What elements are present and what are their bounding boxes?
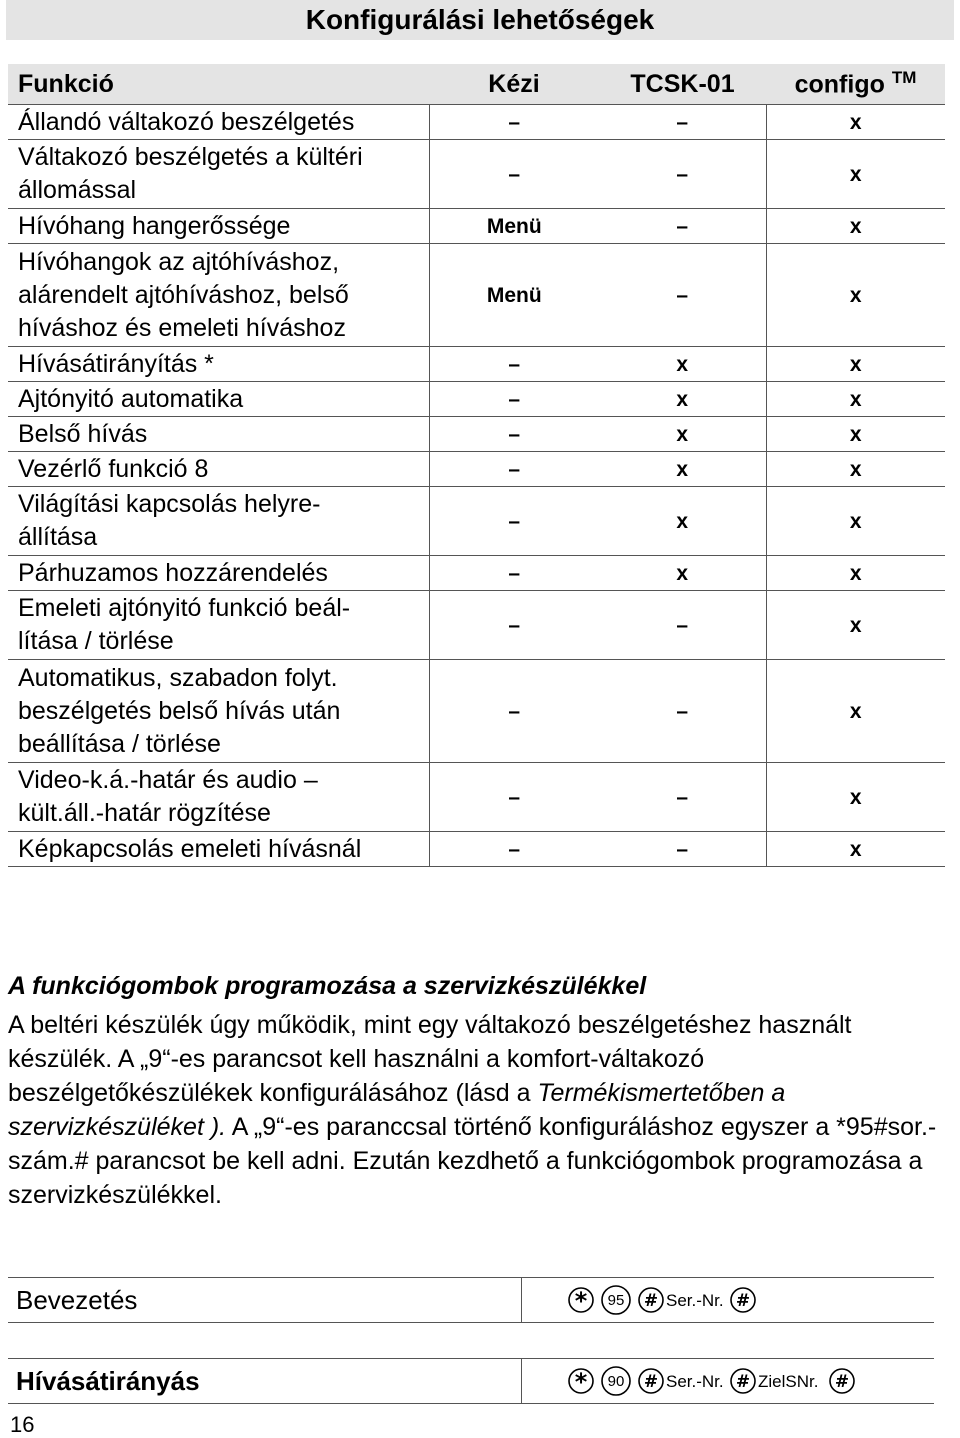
configo-cell: x (766, 244, 945, 347)
tcsk-cell: – (599, 209, 766, 244)
function-line: lítása / törlése (18, 627, 174, 655)
configo-cell: x (766, 556, 945, 591)
table-row (8, 556, 945, 591)
function-cell (8, 556, 429, 591)
configo-cell: x (766, 382, 945, 417)
star-key-icon (569, 1287, 593, 1315)
table-row (8, 417, 945, 452)
key-sequence (556, 1359, 926, 1403)
configo-cell: x (766, 832, 945, 867)
table-row (8, 487, 945, 556)
configo-cell: x (766, 140, 945, 209)
function-cell (8, 140, 429, 209)
hash-key-icon (639, 1369, 663, 1393)
function-line: Vezérlő funkció 8 (18, 454, 209, 483)
function-cell (8, 591, 429, 660)
tcsk-cell: x (599, 417, 766, 452)
kezi-cell: – (429, 452, 599, 487)
svg-text:*: * (574, 1368, 588, 1396)
tcsk-cell: – (599, 763, 766, 832)
configo-cell: x (766, 591, 945, 660)
hash-key-icon (731, 1369, 755, 1393)
function-line: beállítása / törlése (18, 729, 221, 758)
kezi-cell: – (429, 660, 599, 763)
function-line: Video-k.á.-határ és audio – (18, 766, 318, 794)
configo-cell: x (766, 209, 945, 244)
configuration-table (8, 64, 945, 867)
configo-cell: x (766, 452, 945, 487)
kezi-cell: – (429, 832, 599, 867)
table-row (8, 347, 945, 382)
tcsk-cell: – (599, 591, 766, 660)
configo-cell: x (766, 763, 945, 832)
configo-cell: x (766, 417, 945, 452)
kezi-cell: Menü (429, 244, 599, 347)
function-cell (8, 209, 429, 244)
key-sequence-graphic (556, 1359, 926, 1403)
kezi-cell: – (429, 105, 599, 140)
function-cell (8, 244, 429, 347)
function-line: Képkapcsolás emeleti hívásnál (18, 834, 362, 863)
kezi-cell: – (429, 382, 599, 417)
paragraph-italic-reference: Termékismertetőben a szervizkészüléket ). (8, 1079, 786, 1141)
function-cell (8, 382, 429, 417)
table-row (8, 591, 945, 660)
kezi-cell: – (429, 556, 599, 591)
hash-key-icon (830, 1369, 854, 1393)
svg-text:90: 90 (607, 1373, 625, 1390)
serial-number-key: Ser.-Nr. (666, 1372, 724, 1391)
hash-key-icon (639, 1288, 663, 1312)
header-funkcio: Funkció (8, 64, 429, 105)
configo-cell: x (766, 347, 945, 382)
header-configo-label: configo (794, 70, 885, 99)
function-cell (8, 347, 429, 382)
kezi-cell: – (429, 347, 599, 382)
kezi-cell: – (429, 763, 599, 832)
function-line: beszélgetés belső hívás után (18, 696, 341, 725)
svg-text:95: 95 (607, 1292, 625, 1309)
header-configo (766, 64, 945, 105)
paragraph-part-2: A „9“-es paranccsal történő konfiguráláshoz egyszer a *95#sor.-szám.# parancsot be kell adni. Ezután kezdhető a funkciógombok programozása a szervizkészülékkel. (8, 1113, 937, 1209)
table-row (8, 382, 945, 417)
configo-cell: x (766, 105, 945, 140)
column-divider (521, 1358, 522, 1404)
star-key-icon (569, 1368, 593, 1396)
tcsk-cell: – (599, 832, 766, 867)
column-divider (521, 1277, 522, 1323)
header-tcsk: TCSK-01 (599, 64, 766, 105)
paragraph-part-1: A beltéri készülék úgy működik, mint egy váltakozó beszélgetéshez használt készülék. A „9“-es parancsot kell használni a komfort-váltakozó beszélgetőkészülékek konfigurálásához (lásd a (8, 1011, 852, 1107)
trademark-sup: TM (891, 68, 917, 88)
target-serial-number-key: ZielSNr. (758, 1372, 819, 1391)
kezi-cell: – (429, 417, 599, 452)
table-row (8, 660, 945, 763)
title-bar (6, 0, 954, 40)
kezi-cell: Menü (429, 209, 599, 244)
table-row (8, 105, 945, 140)
table-row (8, 209, 945, 244)
function-line: Állandó váltakozó beszélgetés (18, 107, 355, 136)
header-kezi: Kézi (429, 64, 599, 105)
number-key-90 (602, 1367, 630, 1395)
tcsk-cell: x (599, 382, 766, 417)
function-cell (8, 417, 429, 452)
command-label: Bevezetés (16, 1285, 138, 1315)
configo-cell: x (766, 660, 945, 763)
number-key-95 (602, 1286, 630, 1314)
tcsk-cell: x (599, 347, 766, 382)
table-row (8, 763, 945, 832)
svg-text:#: # (643, 1291, 659, 1311)
function-cell (8, 487, 429, 556)
function-line: Párhuzamos hozzárendelés (18, 558, 328, 587)
function-line: Váltakozó beszélgetés a kültéri (18, 143, 363, 171)
function-cell (8, 660, 429, 763)
table-row (8, 140, 945, 209)
svg-text:#: # (643, 1372, 659, 1392)
tcsk-cell: x (599, 556, 766, 591)
page-number: 16 (10, 1412, 35, 1437)
function-cell (8, 832, 429, 867)
table-row (8, 244, 945, 347)
tcsk-cell: – (599, 660, 766, 763)
function-line: kült.áll.-határ rögzítése (18, 799, 271, 827)
section-heading: A funkciógombok programozása a szervizkészülékkel (8, 972, 647, 1000)
function-cell (8, 763, 429, 832)
function-cell (8, 452, 429, 487)
function-line: állomással (18, 176, 137, 204)
function-line: Világítási kapcsolás helyre- (18, 490, 321, 518)
function-line: Hívóhang hangerőssége (18, 211, 291, 240)
programming-section (8, 968, 948, 1212)
function-line: Emeleti ajtónyitó funkció beál- (18, 594, 351, 622)
tcsk-cell: – (599, 140, 766, 209)
function-cell (8, 105, 429, 140)
function-line: alárendelt ajtóhíváshoz, belső (18, 280, 349, 309)
page-title: Konfigurálási lehetőségek (305, 4, 655, 35)
function-line: állítása (18, 523, 98, 551)
command-label: Hívásátirányás (16, 1366, 200, 1396)
tcsk-cell: x (599, 452, 766, 487)
table-header-row (8, 64, 945, 105)
kezi-cell: – (429, 487, 599, 556)
svg-text:#: # (834, 1372, 850, 1392)
tcsk-cell: – (599, 105, 766, 140)
kezi-cell: – (429, 140, 599, 209)
hash-key-icon (731, 1288, 755, 1312)
configo-cell: x (766, 487, 945, 556)
table-row (8, 452, 945, 487)
tcsk-cell: – (599, 244, 766, 347)
key-sequence-graphic (556, 1278, 916, 1322)
svg-text:*: * (574, 1287, 588, 1315)
serial-number-key: Ser.-Nr. (666, 1291, 724, 1310)
section-paragraph (8, 1008, 948, 1212)
svg-text:#: # (735, 1372, 751, 1392)
function-line: Hívóhangok az ajtóhíváshoz, (18, 247, 340, 276)
command-row-bevezetes (8, 1277, 934, 1323)
tcsk-cell: x (599, 487, 766, 556)
function-line: Hívásátirányítás * (18, 349, 214, 378)
function-line: Ajtónyitó automatika (18, 384, 244, 413)
table-row (8, 832, 945, 867)
command-row-hivasatiranyas (8, 1358, 934, 1404)
kezi-cell: – (429, 591, 599, 660)
function-line: Automatikus, szabadon folyt. (18, 663, 338, 692)
key-sequence (556, 1278, 916, 1322)
svg-text:#: # (735, 1291, 751, 1311)
function-line: Belső hívás (18, 419, 148, 448)
function-line: híváshoz és emeleti híváshoz (18, 313, 346, 342)
